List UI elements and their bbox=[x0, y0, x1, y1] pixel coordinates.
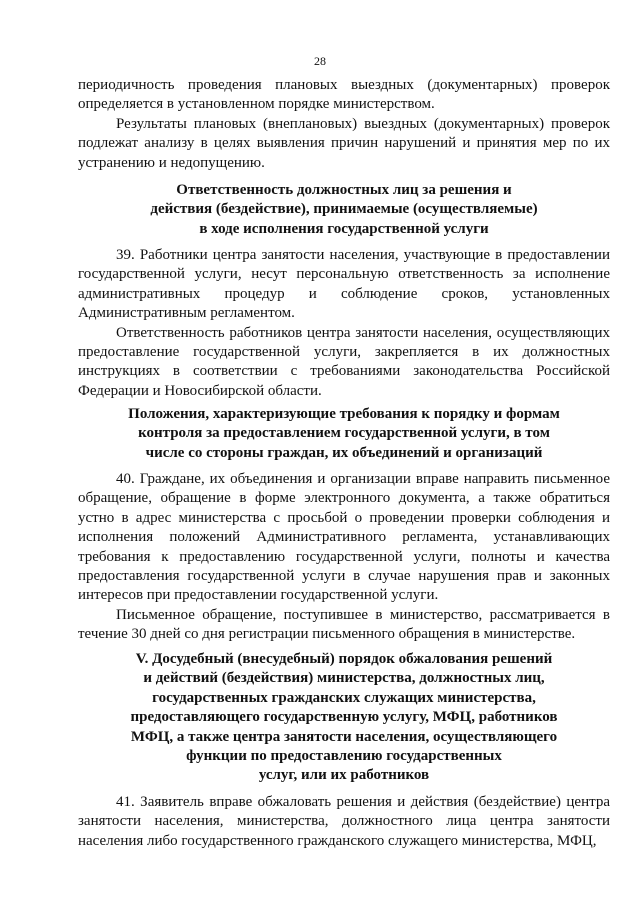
paragraph: Письменное обращение, поступившее в министерство, рассматривается в течение 30 дней со дня регистрации письменного обращения в министерстве. bbox=[78, 606, 610, 643]
heading-line: в ходе исполнения государственной услуги bbox=[199, 220, 489, 237]
page-number: 28 bbox=[314, 54, 326, 68]
paragraph: 40. Граждане, их объединения и организации вправе направить письменное обращение, обращение в форме электронного документа, а также обратиться устно в адрес министерства с просьбой о проведении проверки соблюдения и исполнения положений Административного регламента, устанавливающих требования к предоставлению государственной услуги, полноты и качества предоставления государственной услуги в случае нарушения прав и законных интересов при предоставлении государственной услуги. bbox=[78, 471, 610, 604]
paragraph: Ответственность работников центра занятости населения, осуществляющих предоставление государственной услуги, закрепляется в их должностных инструкциях в соответствии с требованиями законодательства Российской Федерации и Новосибирской области. bbox=[78, 324, 610, 399]
section-40 bbox=[78, 470, 610, 645]
section-39 bbox=[78, 246, 610, 401]
intro-section bbox=[78, 76, 610, 173]
heading-line: Положения, характеризующие требования к порядку и формам bbox=[128, 406, 560, 422]
paragraph: Результаты плановых (внеплановых) выездных (документарных) проверок подлежат анализу в целях выявления причин нарушений и принятия мер по их устранению и недопущению. bbox=[78, 115, 610, 171]
section-heading-responsibility bbox=[78, 181, 610, 239]
heading-line: Ответственность должностных лиц за решения и bbox=[176, 182, 512, 198]
heading-line: V. Досудебный (внесудебный) порядок обжалования решений bbox=[135, 651, 553, 667]
paragraph: периодичность проведения плановых выездных (документарных) проверок определяется в установленном порядке министерством. bbox=[78, 77, 610, 113]
paragraph: 39. Работники центра занятости населения, участвующие в предоставлении государственной услуги, несут персональную ответственность за исполнение административных процедур и соблюдение сроков, установленных Административным регламентом. bbox=[78, 247, 610, 322]
heading-line: государственных гражданских служащих министерства, bbox=[152, 689, 536, 706]
section-heading-control bbox=[78, 405, 610, 463]
heading-line: предоставляющего государственную услугу, МФЦ, работников bbox=[130, 709, 558, 726]
heading-line: услуг, или их работников bbox=[258, 767, 430, 784]
heading-line: числе со стороны граждан, их объединений и организаций bbox=[145, 444, 543, 461]
heading-line: и действий (бездействия) министерства, должностных лиц, bbox=[143, 670, 545, 687]
paragraph: 41. Заявитель вправе обжаловать решения и действия (бездействие) центра занятости населения, министерства, должностного лица центра занятости населения либо государственного гражданского служащего министерства, МФЦ, bbox=[78, 794, 610, 849]
heading-line: контроля за предоставлением государственной услуги, в том bbox=[138, 425, 550, 442]
section-41 bbox=[78, 793, 610, 851]
heading-line: функции по предоставлению государственных bbox=[186, 748, 502, 765]
chapter-heading-v bbox=[78, 650, 610, 786]
heading-line: действия (бездействие), принимаемые (осуществляемые) bbox=[150, 201, 538, 218]
heading-line: МФЦ, а также центра занятости населения, осуществляющего bbox=[130, 728, 558, 745]
